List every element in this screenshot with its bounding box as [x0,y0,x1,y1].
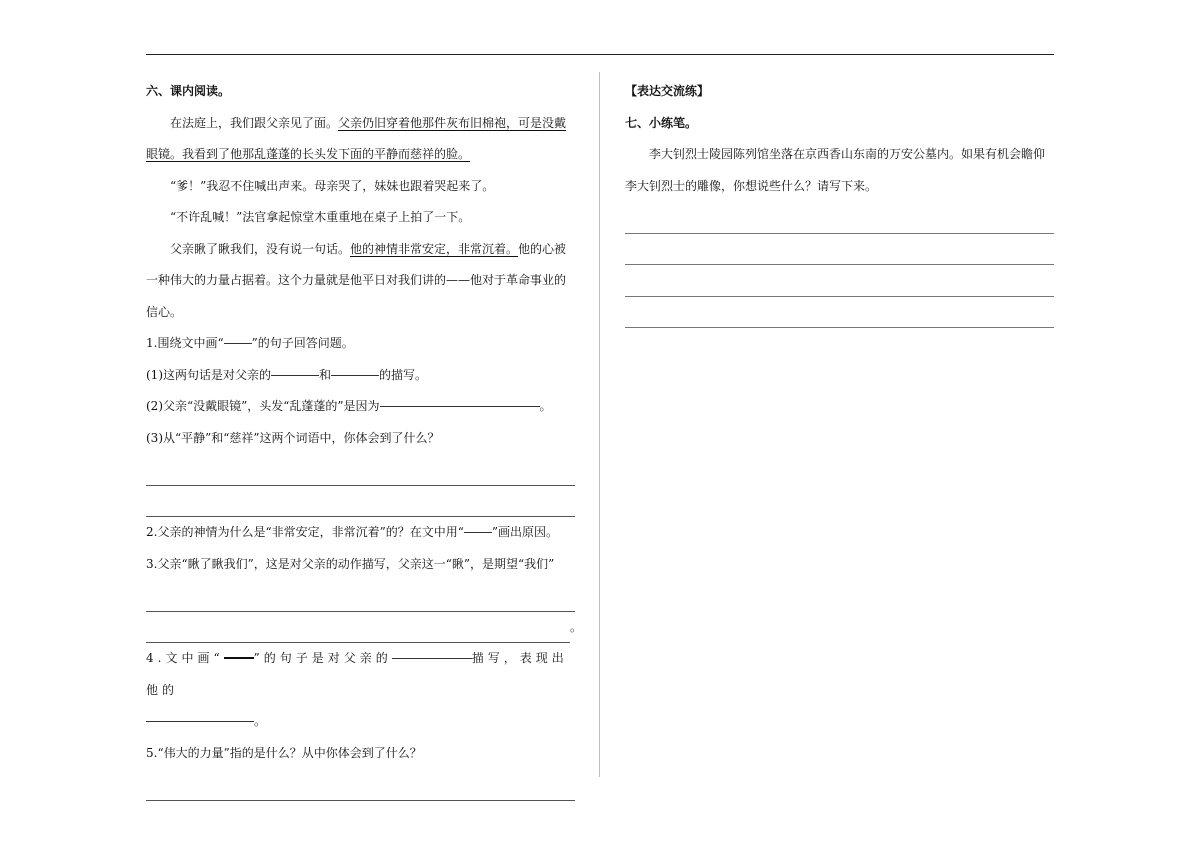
marker-blank [224,342,252,344]
writing-line[interactable] [625,297,1054,329]
passage-paragraph-3: “不许乱喊！”法官拿起惊堂木重重地在桌子上拍了一下。 [170,210,471,224]
answer-blank[interactable] [146,720,254,722]
underlined-sentence-2: 他的神情非常安定，非常沉着。 [350,241,519,256]
question-1-1: (1)这两句话是对父亲的 和 的描写。 [146,367,428,382]
section-seven-heading: 七、小练笔。 [625,115,698,130]
marker-blank [464,531,492,533]
answer-line[interactable] [146,454,575,486]
answer-blank[interactable] [392,657,472,659]
section-six-heading: 六、课内阅读。 [146,84,231,98]
writing-line[interactable] [625,265,1054,297]
right-column [625,76,1055,328]
passage-paragraph-4: 父亲瞅了瞅我们，没有说一句话。他的神情非常安定，非常沉着。他的心被一种伟大的力量占据着。这个力量就是他平日对我们讲的——他对于革命事业的信心。 [146,241,567,319]
section-title: 【表达交流练】 [625,84,710,98]
answer-line[interactable] [146,612,570,644]
question-4-continued: 。 [146,706,576,738]
question-1-3: (3)从“平静”和“慈祥”这两个词语中，你体会到了什么？ [146,430,440,445]
bold-marker-blank [224,656,254,659]
answer-line-row: 。 [146,612,576,644]
answer-blank[interactable] [271,374,319,376]
question-1-2: (2)父亲“没戴眼镜”，头发“乱蓬蓬的”是因为 。 [146,399,552,413]
writing-line[interactable] [625,202,1054,234]
question-3: 3.父亲“瞅了瞅我们”，这是对父亲的动作描写，父亲这一“瞅”，是期望“我们” [146,556,555,571]
header-rule [146,54,1054,55]
passage-paragraph-1: 在法庭上，我们跟父亲见了面。父亲仍旧穿着他那件灰布旧棉袍，可是没戴眼镜。我看到了他那乱蓬蓬的长头发下面的平静而慈祥的脸。 [146,115,567,161]
passage-paragraph-2: “爹！”我忍不住喊出声来。母亲哭了，妹妹也跟着哭起来了。 [170,178,495,193]
writing-line[interactable] [625,234,1054,266]
writing-prompt: 李大钊烈士陵园陈列馆坐落在京西香山东南的万安公墓内。如果有机会瞻仰李大钊烈士的雕像，你想说些什么？请写下来。 [625,147,1046,193]
question-4: 4.文中画“ ”的句子是对父亲的 描写，表现出他的 [146,651,568,697]
left-column [146,76,583,801]
answer-line[interactable] [146,580,575,612]
answer-line[interactable] [146,486,575,518]
column-divider [599,72,600,777]
question-1: 1.围绕文中画“ ”的句子回答问题。 [146,336,354,350]
answer-blank[interactable] [380,405,540,407]
question-5: 5.“伟大的力量”指的是什么？从中你体会到了什么？ [146,745,422,760]
answer-line[interactable] [146,769,575,801]
underlined-sentence-1: 父亲仍旧穿着他那件灰布旧棉袍，可是没戴眼镜。我看到了他那乱蓬蓬的长头发下面的平静而慈祥的脸。 [146,115,567,161]
answer-blank[interactable] [331,374,379,376]
question-2: 2.父亲的神情为什么是“非常安定，非常沉着”的？在文中用“ ”画出原因。 [146,525,558,539]
